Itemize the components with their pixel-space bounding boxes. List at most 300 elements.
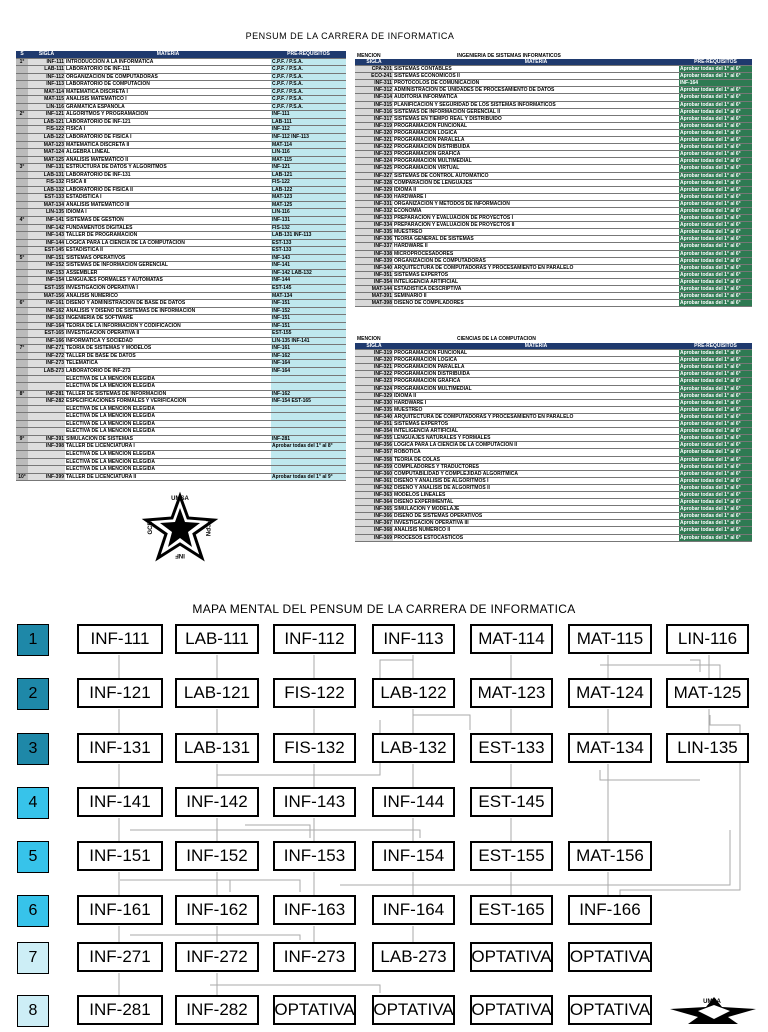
pensum-cell: INF-131 xyxy=(271,217,346,225)
pensum-cell: MAT-115 xyxy=(28,96,65,104)
mention1-cell: MAT-391 xyxy=(355,293,393,300)
pensum-cell: INF-391 xyxy=(28,435,65,443)
pensum-cell: INF-163 xyxy=(28,315,65,323)
course-node: OPTATIVA xyxy=(470,942,553,972)
course-node: OPTATIVA xyxy=(470,995,553,1025)
mention1-cell: Aprobar todas del 1° al 6° xyxy=(679,264,752,271)
pensum-cell: INF-143 xyxy=(28,232,65,240)
pensum-cell: LABORATORIO DE INF-131 xyxy=(65,171,271,179)
course-node: FIS-132 xyxy=(273,733,356,763)
mention2-cell: INF-359 xyxy=(355,463,393,470)
page-title: PENSUM DE LA CARRERA DE INFORMATICA xyxy=(245,31,455,41)
mention2-cell: INF-320 xyxy=(355,357,393,364)
mention1-cell: INF-340 xyxy=(355,264,393,271)
pensum-cell: MAT-124 xyxy=(28,149,65,157)
mention1-cell: SISTEMAS ECONOMICOS II xyxy=(393,73,679,80)
mention2-cell: Aprobar todas del 1° al 6° xyxy=(679,406,752,413)
pensum-cell: LIN-116 xyxy=(271,149,346,157)
pensum-cell: ANALISIS NUMERICO xyxy=(65,292,271,300)
pensum-cell: LAB-131 INF-113 xyxy=(271,232,346,240)
semester-badge: 2 xyxy=(17,678,49,710)
mention1-cell: SEMINARIO II xyxy=(393,293,679,300)
pensum-cell: ANALISIS MATEMATICO III xyxy=(65,201,271,209)
pensum-cell: EST-155 xyxy=(271,330,346,338)
mention-2-label: MENCION CIENCIAS DE LA COMPUTACION xyxy=(357,336,536,342)
mention2-cell: PROGRAMACION FUNCIONAL xyxy=(393,350,679,357)
pensum-cell: TALLER DE LICENCIATURA I xyxy=(65,443,271,451)
mention1-cell: Aprobar todas del 1° al 6° xyxy=(679,243,752,250)
mention2-cell: IDIOMA II xyxy=(393,392,679,399)
mention1-cell: Aprobar todas del 1° al 6° xyxy=(679,66,752,73)
pensum-cell: FIS-122 xyxy=(271,179,346,187)
pensum-cell: IDIOMA I xyxy=(65,209,271,217)
course-node: LAB-131 xyxy=(175,733,259,763)
mention2-cell: Aprobar todas del 1° al 6° xyxy=(679,392,752,399)
course-node: INF-153 xyxy=(273,841,356,871)
logo-text-left: GCE xyxy=(148,521,154,535)
pensum-cell: INF-271 xyxy=(28,345,65,353)
mention1-cell: INF-351 xyxy=(355,271,393,278)
pensum-cell: SIMULACION DE SISTEMAS xyxy=(65,435,271,443)
mention2-cell: Aprobar todas del 1° al 6° xyxy=(679,477,752,484)
course-node: INF-161 xyxy=(77,895,163,925)
pensum-cell: MAT-123 xyxy=(28,141,65,149)
mention1-cell: ESTADISTICA DESCRIPTIVA xyxy=(393,286,679,293)
mention1-cell: INF-321 xyxy=(355,137,393,144)
mention1-cell: CPA-201 xyxy=(355,66,393,73)
mention2-cell: INF-324 xyxy=(355,385,393,392)
course-node: EST-155 xyxy=(470,841,553,871)
mention2-header-1: MATERIA xyxy=(393,343,679,350)
pensum-header-2: MATERIA xyxy=(65,51,271,58)
mention2-cell: Aprobar todas del 1° al 6° xyxy=(679,364,752,371)
mention1-cell: TEORIA GENERAL DE SISTEMAS xyxy=(393,236,679,243)
mention2-cell: HARDWARE I xyxy=(393,399,679,406)
pensum-cell: INF-282 xyxy=(28,398,65,406)
pensum-cell: LAB-122 xyxy=(28,134,65,142)
pensum-cell: TALLER DE BASE DE DATOS xyxy=(65,352,271,360)
mention1-cell: Aprobar todas del 1° al 6° xyxy=(679,108,752,115)
mention1-cell: SISTEMAS EXPERTOS xyxy=(393,271,679,278)
mention1-cell: Aprobar todas del 1° al 6° xyxy=(679,236,752,243)
mention2-cell: Aprobar todas del 1° al 6° xyxy=(679,513,752,520)
mention1-cell: Aprobar todas del 1° al 6° xyxy=(679,215,752,222)
pensum-header-1: SIGLA xyxy=(28,51,65,58)
mention1-cell: HARDWARE II xyxy=(393,243,679,250)
course-node: MAT-123 xyxy=(470,678,553,708)
mention2-cell: INTELIGENCIA ARTIFICIAL xyxy=(393,428,679,435)
pensum-cell: C.P.F. / P.S.A. xyxy=(271,81,346,89)
pensum-cell: ELECTIVA DE LA MENCION ELEGIDA xyxy=(65,428,271,436)
pensum-cell: MAT-114 xyxy=(28,88,65,96)
semester-badge: 7 xyxy=(17,942,49,974)
course-node: INF-144 xyxy=(372,787,455,817)
pensum-cell: MAT-156 xyxy=(28,292,65,300)
semester-badge: 5 xyxy=(17,841,49,873)
mention2-cell: Aprobar todas del 1° al 6° xyxy=(679,456,752,463)
pensum-cell: INVESTIGACION OPERATIVA II xyxy=(65,330,271,338)
mention1-cell: Aprobar todas del 1° al 6° xyxy=(679,200,752,207)
mention1-cell: ORGANIZACION DE COMPUTADORAS xyxy=(393,257,679,264)
pensum-cell: LIN-116 xyxy=(28,103,65,111)
pensum-cell: EST-155 xyxy=(28,284,65,292)
course-node: EST-133 xyxy=(470,733,553,763)
logo-corner-text: UMSA xyxy=(703,999,721,1005)
pensum-cell: ASSEMBLER xyxy=(65,269,271,277)
pensum-cell: ANALISIS Y DISEÑO DE SISTEMAS DE INFORMACION xyxy=(65,307,271,315)
mention2-cell: INF-364 xyxy=(355,499,393,506)
mention1-cell: INTELIGENCIA ARTIFICIAL xyxy=(393,278,679,285)
mention1-cell: Aprobar todas del 1° al 6° xyxy=(679,271,752,278)
pensum-cell: SISTEMAS DE INFORMACION GERENCIAL xyxy=(65,262,271,270)
mention1-cell: Aprobar todas del 1° al 6° xyxy=(679,158,752,165)
pensum-cell: ANALISIS MATEMATICO II xyxy=(65,156,271,164)
course-node: INF-143 xyxy=(273,787,356,817)
pensum-cell: C.P.F. / P.S.A. xyxy=(271,96,346,104)
course-node: INF-271 xyxy=(77,942,163,972)
mention1-cell: DISEÑO DE COMPILADORES xyxy=(393,300,679,307)
pensum-cell: MATEMATICA DISCRETA II xyxy=(65,141,271,149)
mention1-cell: INF-339 xyxy=(355,257,393,264)
mention2-cell: INF-351 xyxy=(355,421,393,428)
course-node: INF-166 xyxy=(568,895,652,925)
pensum-cell: LABORATORIO DE INF-121 xyxy=(65,118,271,126)
course-node: INF-121 xyxy=(77,678,163,708)
pensum-cell: LIN-116 xyxy=(271,209,346,217)
pensum-cell: LABORATORIO DE FISICA II xyxy=(65,186,271,194)
mention1-cell: Aprobar todas del 1° al 6° xyxy=(679,137,752,144)
pensum-cell: INVESTIGACION OPERATIVA I xyxy=(65,284,271,292)
mention1-cell: Aprobar todas del 1° al 6° xyxy=(679,257,752,264)
mention1-cell: Aprobar todas del 1° al 6° xyxy=(679,129,752,136)
pensum-cell: INF-161 xyxy=(271,345,346,353)
pensum-cell: LOGICA PARA LA CIENCIA DE LA COMPUTACION xyxy=(65,239,271,247)
mention1-cell: INF-333 xyxy=(355,215,393,222)
mention2-cell: Aprobar todas del 1° al 6° xyxy=(679,435,752,442)
mention1-cell: SISTEMAS EN TIEMPO REAL Y DISTRIBUIDO xyxy=(393,115,679,122)
pensum-cell: INF-152 xyxy=(28,262,65,270)
mention1-cell: INF-314 xyxy=(355,94,393,101)
course-node: MAT-114 xyxy=(470,624,553,654)
mention1-cell: SISTEMAS DE CONTROL AUTOMATICO xyxy=(393,172,679,179)
mention2-cell: Aprobar todas del 1° al 6° xyxy=(679,421,752,428)
mention1-cell: Aprobar todas del 1° al 6° xyxy=(679,122,752,129)
pensum-cell: MAT-134 xyxy=(271,292,346,300)
pensum-cell: MAT-123 xyxy=(271,194,346,202)
pensum-cell: MAT-134 xyxy=(28,201,65,209)
mention1-cell: INF-311 xyxy=(355,80,393,87)
pensum-cell: INF-151 xyxy=(271,300,346,308)
mention2-cell: INF-354 xyxy=(355,428,393,435)
pensum-cell: C.P.F. / P.S.A. xyxy=(271,66,346,74)
pensum-cell: LABORATORIO DE FISICA I xyxy=(65,134,271,142)
pensum-cell: INF-151 xyxy=(271,322,346,330)
course-node: OPTATIVA xyxy=(568,942,652,972)
pensum-header-3: PRE-REQUISITOS xyxy=(271,51,346,58)
logo-text-right: FCPN xyxy=(204,519,210,537)
pensum-cell: INF-144 xyxy=(28,239,65,247)
mention1-cell: Aprobar todas del 1° al 6° xyxy=(679,207,752,214)
pensum-cell: MAT-125 xyxy=(28,156,65,164)
mention1-cell: PREPARACION Y EVALUACION DE PROYECTOS I xyxy=(393,215,679,222)
pensum-cell: LAB-121 xyxy=(271,171,346,179)
course-node: INF-152 xyxy=(175,841,259,871)
pensum-cell: INF-121 xyxy=(271,164,346,172)
mention1-cell: INF-354 xyxy=(355,278,393,285)
pensum-cell: ELECTIVA DE LA MENCION ELEGIDA xyxy=(65,466,271,474)
mention2-cell: MUESTREO xyxy=(393,406,679,413)
pensum-cell: EST-145 xyxy=(271,284,346,292)
mention2-cell: INF-329 xyxy=(355,392,393,399)
pensum-cell: INF-131 xyxy=(28,164,65,172)
mention2-cell: Aprobar todas del 1° al 6° xyxy=(679,527,752,534)
mention1-cell: INF-317 xyxy=(355,115,393,122)
mention2-cell: INF-322 xyxy=(355,371,393,378)
mention2-cell: INF-360 xyxy=(355,470,393,477)
mention2-cell: ROBOTICA xyxy=(393,449,679,456)
mention1-cell: Aprobar todas del 1° al 6° xyxy=(679,222,752,229)
mention1-cell: INF-325 xyxy=(355,165,393,172)
pensum-cell: INF-141 xyxy=(28,217,65,225)
semester-badge: 6 xyxy=(17,895,49,927)
mention2-cell: COMPILADORES Y TRADUCTORES xyxy=(393,463,679,470)
mention-1-heading: INGENIERIA DE SISTEMAS INFORMATICOS xyxy=(457,53,561,59)
pensum-cell: INF-272 xyxy=(28,352,65,360)
mention2-cell: INF-319 xyxy=(355,350,393,357)
pensum-cell: ESTRUCTURA DE DATOS Y ALGORITMOS xyxy=(65,164,271,172)
course-node: INF-282 xyxy=(175,995,259,1025)
pensum-cell: 8° xyxy=(16,390,28,398)
pensum-cell: 2° xyxy=(16,111,28,119)
mention1-cell: INF-319 xyxy=(355,122,393,129)
pensum-cell: INF-273 xyxy=(28,360,65,368)
course-node: LAB-132 xyxy=(372,733,455,763)
pensum-header-0: S xyxy=(16,51,28,58)
pensum-cell: INF-111 xyxy=(271,111,346,119)
course-node: LAB-121 xyxy=(175,678,259,708)
mention2-cell: ARQUITECTURA DE COMPUTADORAS Y PROCESAMIENTO EN PARALELO xyxy=(393,413,679,420)
pensum-cell: 10° xyxy=(16,473,28,481)
mention2-cell: Aprobar todas del 1° al 6° xyxy=(679,442,752,449)
pensum-cell: 5° xyxy=(16,254,28,262)
mention2-cell: INF-362 xyxy=(355,484,393,491)
mention1-cell: ADMINISTRACION DE UNIDADES DE PROCESAMIENTO DE DATOS xyxy=(393,87,679,94)
course-node: EST-145 xyxy=(470,787,553,817)
semester-badge: 8 xyxy=(17,995,49,1027)
mention2-cell: PROGRAMACION DISTRIBUIDA xyxy=(393,371,679,378)
mention2-cell: INF-340 xyxy=(355,413,393,420)
pensum-cell: ALGORITMOS Y PROGRAMACION xyxy=(65,111,271,119)
mention1-cell: PREPARACION Y EVALUACION DE PROYECTOS II xyxy=(393,222,679,229)
course-node: MAT-134 xyxy=(568,733,652,763)
mention1-cell: INF-320 xyxy=(355,129,393,136)
mention2-cell: Aprobar todas del 1° al 6° xyxy=(679,499,752,506)
course-node: INF-162 xyxy=(175,895,259,925)
pensum-cell: LABORATORIO DE INF-273 xyxy=(65,367,271,375)
mention1-cell: PROGRAMACION GRAFICA xyxy=(393,151,679,158)
mention2-cell: Aprobar todas del 1° al 6° xyxy=(679,428,752,435)
mention1-cell: INF-332 xyxy=(355,207,393,214)
mention1-header-2: PRE-REQUISITOS xyxy=(679,59,752,66)
mention1-cell: SISTEMAS DE INFORMACION GERENCIAL II xyxy=(393,108,679,115)
mention1-cell: Aprobar todas del 1° al 6° xyxy=(679,115,752,122)
course-node: INF-272 xyxy=(175,942,259,972)
pensum-cell: SISTEMAS DE GESTION xyxy=(65,217,271,225)
mention2-cell: INF-358 xyxy=(355,456,393,463)
course-node: MAT-125 xyxy=(666,678,749,708)
mention2-cell: DISEÑO Y ANALISIS DE ALGORITMOS II xyxy=(393,484,679,491)
course-node: INF-154 xyxy=(372,841,455,871)
course-node: MAT-156 xyxy=(568,841,652,871)
mention2-cell: SIMULACION Y MODELAJE xyxy=(393,506,679,513)
pensum-cell: EST-133 xyxy=(28,194,65,202)
course-node: INF-113 xyxy=(372,624,455,654)
pensum-cell: Aprobar todas del 1° al 9° xyxy=(271,473,346,481)
mention1-cell: PROGRAMACION FUNCIONAL xyxy=(393,122,679,129)
pensum-cell: C.P.F. / P.S.A. xyxy=(271,88,346,96)
mention2-cell: INF-369 xyxy=(355,534,393,541)
mention1-cell: PROGRAMACION PARALELA xyxy=(393,137,679,144)
mention2-cell: Aprobar todas del 1° al 6° xyxy=(679,378,752,385)
course-node: INF-112 xyxy=(273,624,356,654)
course-node: EST-165 xyxy=(470,895,553,925)
pensum-cell: ESPECIFICACIONES FORMALES Y VERIFICACION xyxy=(65,398,271,406)
pensum-cell: ESTADISTICA II xyxy=(65,247,271,255)
pensum-cell: LENGUAJES FORMALES Y AUTOMATAS xyxy=(65,277,271,285)
pensum-cell: ELECTIVA DE LA MENCION ELEGIDA xyxy=(65,383,271,391)
mention2-cell: DISEÑO DE SISTEMAS OPERATIVOS xyxy=(393,513,679,520)
map-title: MAPA MENTAL DEL PENSUM DE LA CARRERA DE INFORMATICA xyxy=(192,602,576,616)
mention2-cell: INF-323 xyxy=(355,378,393,385)
mention2-cell: Aprobar todas del 1° al 6° xyxy=(679,484,752,491)
pensum-cell: 1° xyxy=(16,58,28,66)
pensum-cell: INTRODUCCION A LA INFORMATICA xyxy=(65,58,271,66)
pensum-cell: TALLER DE SISTEMAS DE INFORMACION xyxy=(65,390,271,398)
course-node: INF-164 xyxy=(372,895,455,925)
pensum-cell: LABORATORIO DE INF-111 xyxy=(65,66,271,74)
pensum-cell: INF-398 xyxy=(28,443,65,451)
mention1-cell: INF-334 xyxy=(355,222,393,229)
pensum-cell: MAT-114 xyxy=(271,141,346,149)
pensum-cell: 7° xyxy=(16,345,28,353)
pensum-cell: C.P.F. / P.S.A. xyxy=(271,58,346,66)
pensum-cell: 3° xyxy=(16,164,28,172)
mention1-cell: Aprobar todas del 1° al 6° xyxy=(679,229,752,236)
pensum-cell: INGENIERIA DE SOFTWARE xyxy=(65,315,271,323)
mention1-cell: SISTEMAS CONTABLES xyxy=(393,66,679,73)
mention2-cell: Aprobar todas del 1° al 6° xyxy=(679,449,752,456)
mention1-cell: ECO-241 xyxy=(355,73,393,80)
pensum-cell: ELECTIVA DE LA MENCION ELEGIDA xyxy=(65,413,271,421)
mention2-cell: Aprobar todas del 1° al 6° xyxy=(679,371,752,378)
mention1-cell: INF-328 xyxy=(355,179,393,186)
pensum-cell: TELEMATICA xyxy=(65,360,271,368)
pensum-cell: INF-151 xyxy=(271,315,346,323)
mention1-cell: MAT-144 xyxy=(355,286,393,293)
mention1-header-1: MATERIA xyxy=(393,59,679,66)
pensum-cell: LABORATORIO DE COMPUTACION xyxy=(65,81,271,89)
pensum-cell: C.P.F. / P.S.A. xyxy=(271,103,346,111)
course-node: LIN-116 xyxy=(666,624,749,654)
pensum-cell: INF-142 LAB-132 xyxy=(271,269,346,277)
mention1-cell: ORGANIZACION Y METODOS DE INFORMACION xyxy=(393,200,679,207)
pensum-cell: FIS-132 xyxy=(28,179,65,187)
course-node: LIN-135 xyxy=(666,733,749,763)
course-node: OPTATIVA xyxy=(273,995,356,1025)
pensum-cell: FISICA II xyxy=(65,179,271,187)
mention1-cell: INF-337 xyxy=(355,243,393,250)
pensum-cell: MAT-115 xyxy=(271,156,346,164)
course-node: MAT-124 xyxy=(568,678,652,708)
pensum-cell: INF-144 xyxy=(271,277,346,285)
pensum-cell: FUNDAMENTOS DIGITALES xyxy=(65,224,271,232)
semester-badge: 1 xyxy=(17,624,49,656)
pensum-cell: INF-154 xyxy=(28,277,65,285)
pensum-cell: INF-143 xyxy=(271,254,346,262)
mention1-cell: INF-338 xyxy=(355,250,393,257)
pensum-cell: EST-133 xyxy=(271,247,346,255)
pensum-cell: LIN-135 xyxy=(28,209,65,217)
mention2-header-2: PRE-REQUISITOS xyxy=(679,343,752,350)
pensum-cell: GRAMATICA ESPAÑOLA xyxy=(65,103,271,111)
mention-1-label: MENCION INGENIERIA DE SISTEMAS INFORMATICOS xyxy=(357,53,561,59)
pensum-cell: TEORIA DE LA INFORMACION Y CODIFICACION xyxy=(65,322,271,330)
course-node: INF-273 xyxy=(273,942,356,972)
mention1-cell: MICROPROCESADORES xyxy=(393,250,679,257)
pensum-cell: ELECTIVA DE LA MENCION ELEGIDA xyxy=(65,450,271,458)
course-node: INF-163 xyxy=(273,895,356,925)
mention1-cell: PROGRAMACION DISTRIBUIDA xyxy=(393,144,679,151)
mention2-cell: ANALISIS NUMERICO II xyxy=(393,527,679,534)
course-node: INF-111 xyxy=(77,624,163,654)
pensum-cell: ALGEBRA LINEAL xyxy=(65,149,271,157)
mention2-cell: Aprobar todas del 1° al 6° xyxy=(679,385,752,392)
mention2-cell: SISTEMAS EXPERTOS xyxy=(393,421,679,428)
mention1-cell: ARQUITECTURA DE COMPUTADORAS Y PROCESAMIENTO EN PARALELO xyxy=(393,264,679,271)
mention1-cell: INF-316 xyxy=(355,108,393,115)
pensum-cell: INF-152 xyxy=(271,307,346,315)
pensum-cell: 4° xyxy=(16,217,28,225)
course-node: FIS-122 xyxy=(273,678,356,708)
mention1-cell: INF-327 xyxy=(355,172,393,179)
mention1-cell: Aprobar todas del 1° al 6° xyxy=(679,73,752,80)
mention1-cell: INF-312 xyxy=(355,87,393,94)
pensum-cell: INF-166 xyxy=(28,337,65,345)
pensum-cell: INF-112 INF-113 xyxy=(271,134,346,142)
pensum-cell: INF-121 xyxy=(28,111,65,119)
course-node: OPTATIVA xyxy=(372,995,455,1025)
mention1-header-0: SIGLA xyxy=(355,59,393,66)
course-node: OPTATIVA xyxy=(568,995,652,1025)
pensum-cell: INF-153 xyxy=(28,269,65,277)
pensum-cell: MAT-125 xyxy=(271,201,346,209)
mention2-header-0: SIGLA xyxy=(355,343,393,350)
mention2-cell: DISEÑO EXPERIMENTAL xyxy=(393,499,679,506)
mention1-cell: PROGRAMACION LOGICA xyxy=(393,129,679,136)
course-node: INF-281 xyxy=(77,995,163,1025)
pensum-cell: 6° xyxy=(16,300,28,308)
mention1-cell: INF-336 xyxy=(355,236,393,243)
pensum-cell: FIS-132 xyxy=(271,224,346,232)
course-node: INF-141 xyxy=(77,787,163,817)
pensum-cell: INFORMATICA Y SOCIEDAD xyxy=(65,337,271,345)
mention2-cell: INF-356 xyxy=(355,442,393,449)
pensum-cell: ELECTIVA DE LA MENCION ELEGIDA xyxy=(65,420,271,428)
pensum-cell: ELECTIVA DE LA MENCION ELEGIDA xyxy=(65,405,271,413)
mention1-cell: INF-164 xyxy=(679,80,752,87)
pensum-cell: ORGANIZACION DE COMPUTADORAS xyxy=(65,73,271,81)
mention2-cell: INF-366 xyxy=(355,513,393,520)
